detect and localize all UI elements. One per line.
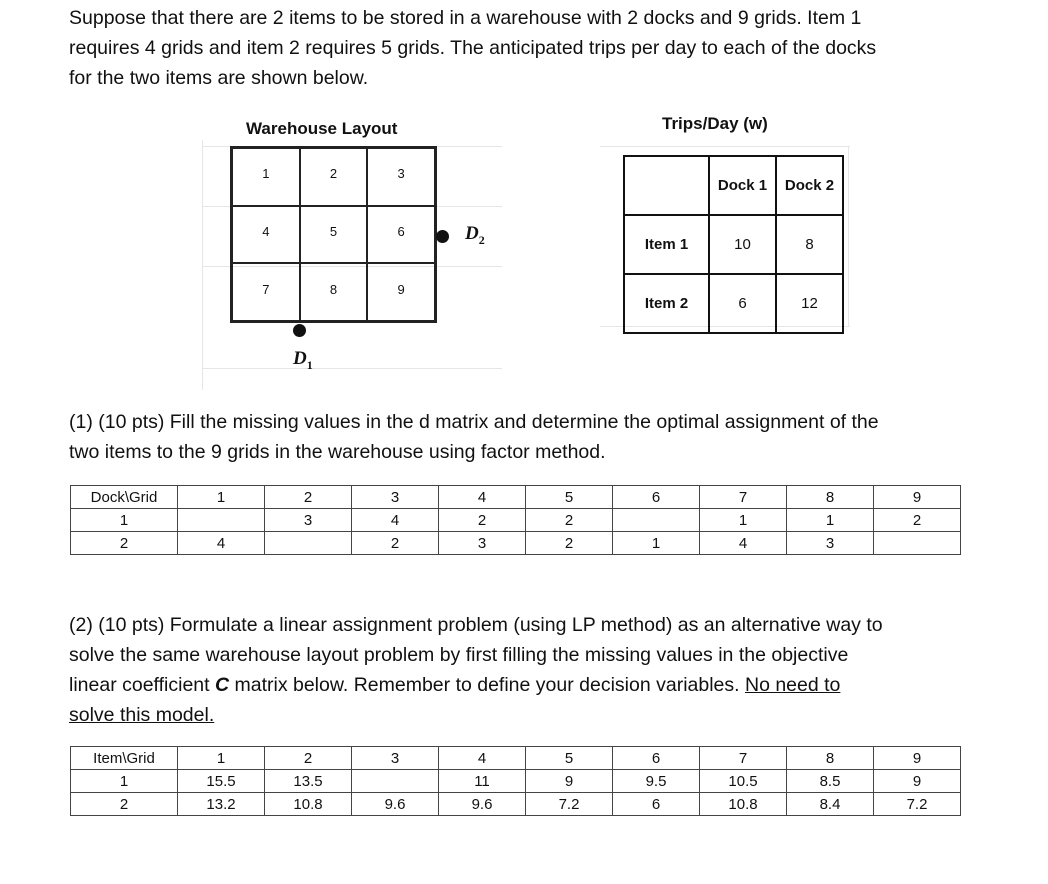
grid-cell: 7 bbox=[232, 263, 300, 321]
question-line: solve this model. bbox=[69, 704, 215, 726]
table-cell: 4 bbox=[178, 532, 265, 555]
table-cell: 2 bbox=[439, 509, 526, 532]
grid-cell: 4 bbox=[232, 206, 300, 264]
table-row bbox=[624, 156, 843, 215]
dock-2-label: $D_2$ bbox=[465, 223, 485, 247]
question-line: solve the same warehouse layout problem by first filling the missing values in the objective bbox=[69, 644, 849, 666]
table-header-cell: 4 bbox=[439, 747, 526, 770]
grid-cell: 5 bbox=[300, 206, 368, 264]
intro-paragraph bbox=[69, 3, 876, 93]
table-cell: 2 bbox=[352, 532, 439, 555]
table-header-cell: 5 bbox=[526, 486, 613, 509]
table-header-cell: 1 bbox=[178, 486, 265, 509]
table-row bbox=[71, 509, 961, 532]
table-cell: 9.6 bbox=[439, 793, 526, 816]
table-header-cell: Dock 1 bbox=[709, 156, 776, 215]
table-cell: 10 bbox=[709, 215, 776, 274]
table-header-cell: 3 bbox=[352, 486, 439, 509]
table-row bbox=[71, 793, 961, 816]
table-row bbox=[71, 747, 961, 770]
table-cell: 2 bbox=[526, 509, 613, 532]
table-header-cell: 5 bbox=[526, 747, 613, 770]
table-header-cell: 8 bbox=[787, 747, 874, 770]
row-label: 1 bbox=[71, 509, 178, 532]
question-2 bbox=[69, 610, 883, 730]
table-header-cell: Dock 2 bbox=[776, 156, 843, 215]
table-cell bbox=[265, 532, 352, 555]
trips-title: Trips/Day (w) bbox=[662, 114, 768, 133]
table-cell: 10.8 bbox=[700, 793, 787, 816]
table-cell: 10.5 bbox=[700, 770, 787, 793]
faint-gridline bbox=[202, 140, 203, 390]
table-cell: 3 bbox=[265, 509, 352, 532]
intro-line: for the two items are shown below. bbox=[69, 67, 369, 89]
table-row bbox=[624, 274, 843, 333]
intro-line: Suppose that there are 2 items to be stored in a warehouse with 2 docks and 9 grids. Item 1 bbox=[69, 7, 862, 29]
table-cell: 3 bbox=[439, 532, 526, 555]
question-line: two items to the 9 grids in the warehouse using factor method. bbox=[69, 441, 606, 463]
underlined-note: No need to bbox=[744, 674, 841, 696]
faint-gridline bbox=[848, 146, 849, 326]
table-header-cell: 9 bbox=[874, 486, 961, 509]
table-cell: 8 bbox=[776, 215, 843, 274]
table-header-cell: 6 bbox=[613, 747, 700, 770]
table-cell: 1 bbox=[787, 509, 874, 532]
dock-1-label: $D_1$ bbox=[293, 348, 313, 372]
table-header-cell: 7 bbox=[700, 747, 787, 770]
grid-cell: 1 bbox=[232, 148, 300, 206]
c-matrix-table bbox=[70, 746, 961, 816]
dock-2-marker bbox=[436, 230, 449, 243]
grid-cell: 8 bbox=[300, 263, 368, 321]
table-cell: 1 bbox=[700, 509, 787, 532]
row-label: Item 1 bbox=[624, 215, 709, 274]
table-cell: 7.2 bbox=[874, 793, 961, 816]
table-header-cell: 6 bbox=[613, 486, 700, 509]
question-line: linear coefficient C matrix below. Remember to define your decision variables. No need to bbox=[69, 674, 841, 696]
grid-cell: 6 bbox=[367, 206, 435, 264]
table-header-cell: 2 bbox=[265, 747, 352, 770]
table-header-cell: 9 bbox=[874, 747, 961, 770]
row-label: 1 bbox=[71, 770, 178, 793]
c-symbol: C bbox=[214, 674, 230, 696]
table-cell: 6 bbox=[709, 274, 776, 333]
table-cell: 9.5 bbox=[613, 770, 700, 793]
table-cell: 9 bbox=[874, 770, 961, 793]
table-cell bbox=[178, 509, 265, 532]
trips-table bbox=[623, 155, 844, 334]
d-matrix-table bbox=[70, 485, 961, 555]
table-cell: 8.4 bbox=[787, 793, 874, 816]
row-label: 2 bbox=[71, 793, 178, 816]
table-row bbox=[71, 770, 961, 793]
table-cell: 1 bbox=[613, 532, 700, 555]
dock-1-marker bbox=[293, 324, 306, 337]
table-cell: 2 bbox=[874, 509, 961, 532]
row-label: 2 bbox=[71, 532, 178, 555]
grid-cell: 2 bbox=[300, 148, 368, 206]
intro-line: requires 4 grids and item 2 requires 5 grids. The anticipated trips per day to each of the docks bbox=[69, 37, 877, 59]
table-cell: 15.5 bbox=[178, 770, 265, 793]
table-cell: 12 bbox=[776, 274, 843, 333]
table-cell: 11 bbox=[439, 770, 526, 793]
table-cell: 13.2 bbox=[178, 793, 265, 816]
faint-gridline bbox=[600, 146, 850, 147]
table-cell bbox=[624, 156, 709, 215]
table-cell: 4 bbox=[352, 509, 439, 532]
table-cell: 10.8 bbox=[265, 793, 352, 816]
table-cell: 7.2 bbox=[526, 793, 613, 816]
table-cell bbox=[352, 770, 439, 793]
table-header-cell: 2 bbox=[265, 486, 352, 509]
table-header-cell: 3 bbox=[352, 747, 439, 770]
question-line: (2) (10 pts) Formulate a linear assignment problem (using LP method) as an alternative way to bbox=[69, 614, 883, 636]
grid-cell: 9 bbox=[367, 263, 435, 321]
warehouse-layout-title: Warehouse Layout bbox=[246, 119, 398, 138]
table-header-cell: 4 bbox=[439, 486, 526, 509]
table-header-cell: Item\Grid bbox=[71, 747, 178, 770]
table-row bbox=[71, 532, 961, 555]
table-cell: 2 bbox=[526, 532, 613, 555]
table-row bbox=[624, 215, 843, 274]
row-label: Item 2 bbox=[624, 274, 709, 333]
table-cell: 3 bbox=[787, 532, 874, 555]
table-header-cell: 8 bbox=[787, 486, 874, 509]
table-header-cell: Dock\Grid bbox=[71, 486, 178, 509]
table-cell: 6 bbox=[613, 793, 700, 816]
question-1 bbox=[69, 407, 879, 467]
table-header-cell: 7 bbox=[700, 486, 787, 509]
question-line: (1) (10 pts) Fill the missing values in the d matrix and determine the optimal assignment of the bbox=[69, 411, 879, 433]
warehouse-grid bbox=[230, 146, 437, 323]
table-cell bbox=[613, 509, 700, 532]
table-cell: 4 bbox=[700, 532, 787, 555]
table-cell bbox=[874, 532, 961, 555]
grid-cell: 3 bbox=[367, 148, 435, 206]
table-cell: 8.5 bbox=[787, 770, 874, 793]
table-cell: 9 bbox=[526, 770, 613, 793]
table-row bbox=[71, 486, 961, 509]
table-cell: 13.5 bbox=[265, 770, 352, 793]
faint-gridline bbox=[202, 368, 502, 369]
table-cell: 9.6 bbox=[352, 793, 439, 816]
table-header-cell: 1 bbox=[178, 747, 265, 770]
